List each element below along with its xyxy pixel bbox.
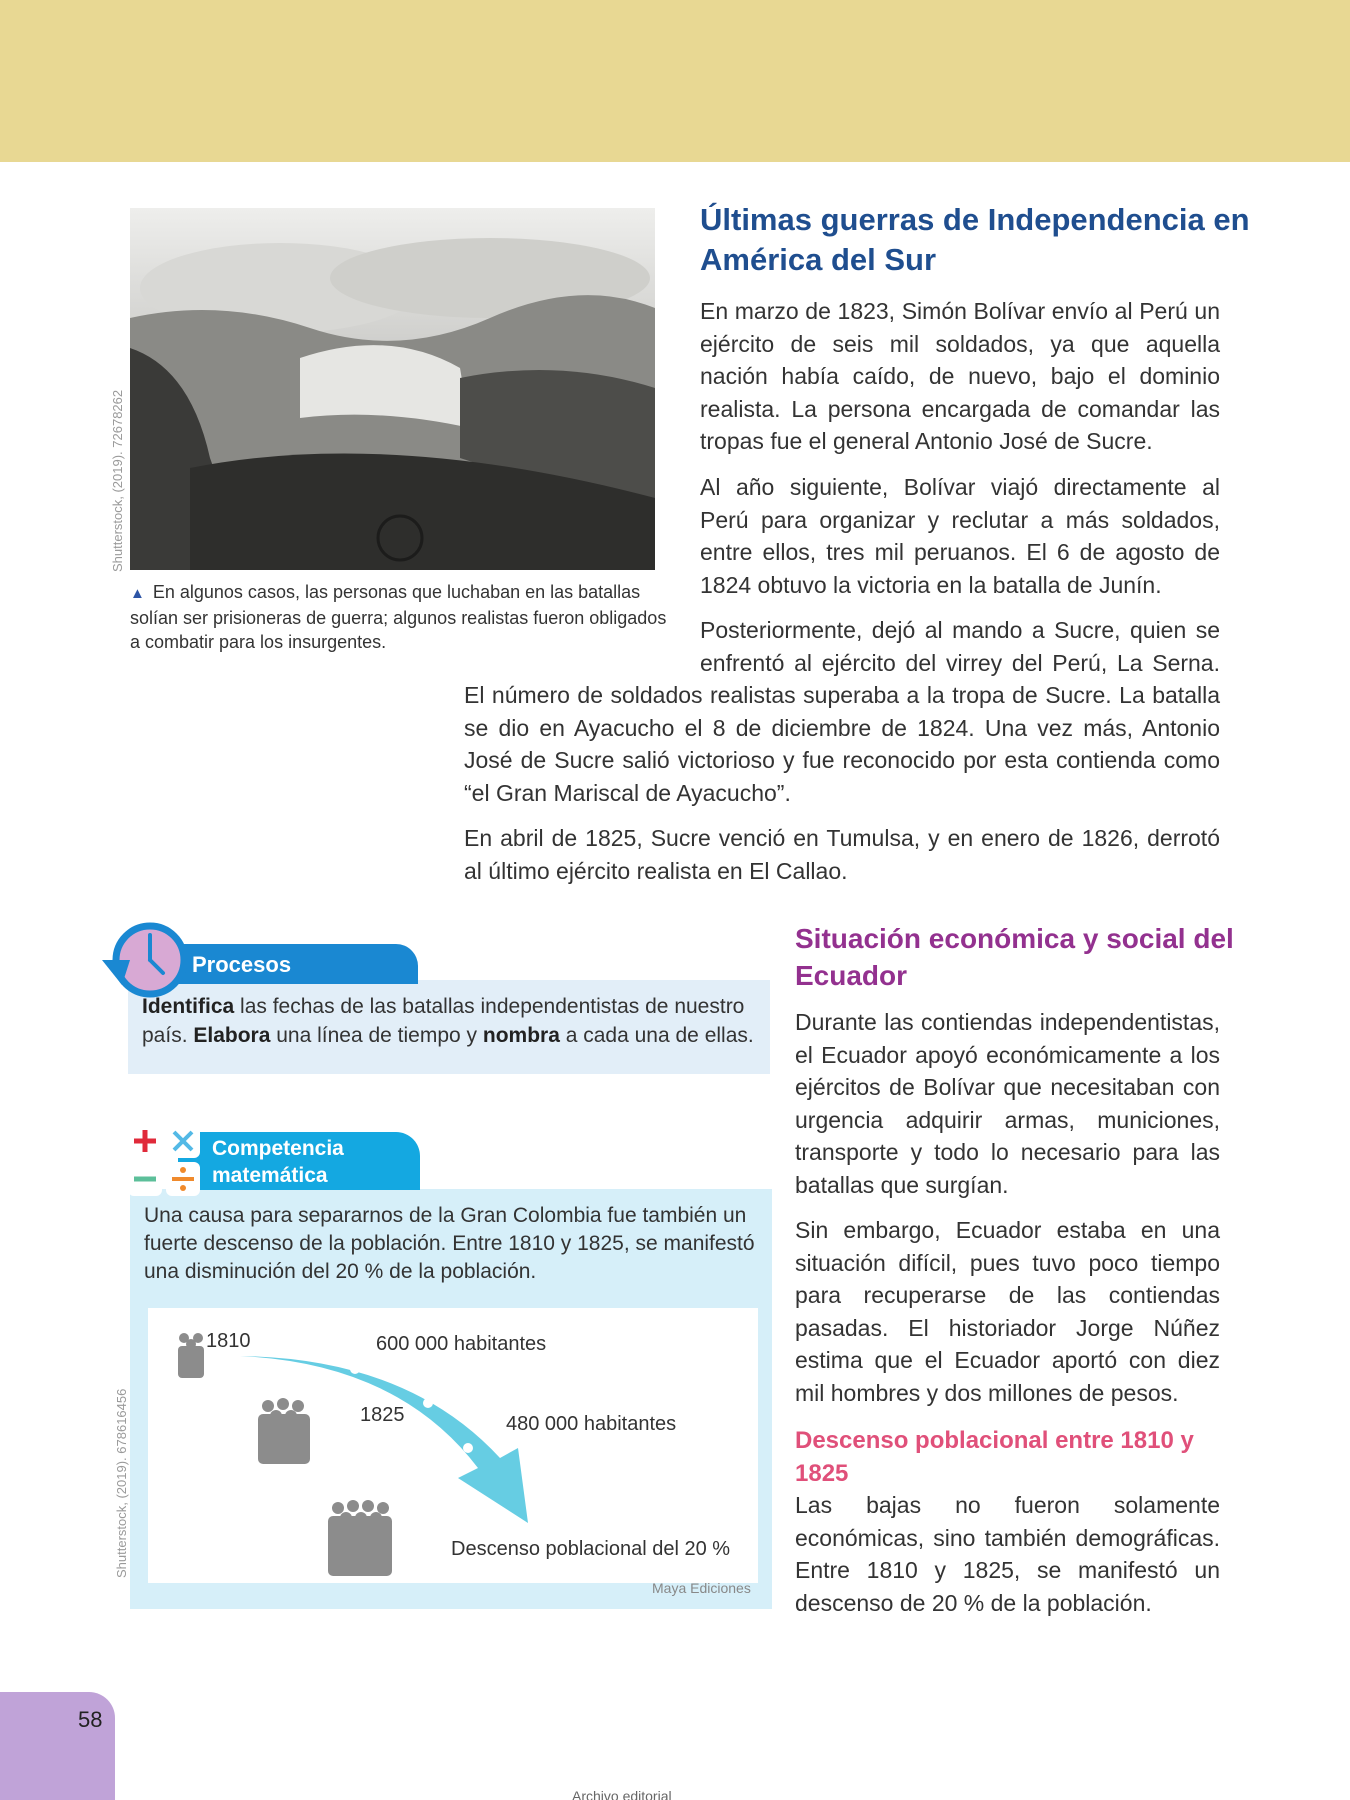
people-group-1825-icon: [258, 1398, 310, 1464]
top-color-band: [0, 0, 1350, 162]
procesos-text-part: las fechas de las batallas independentistas de nuestro país.: [142, 995, 745, 1047]
competencia-title-line1: Competencia: [212, 1137, 344, 1160]
math-operations-icon: [126, 1122, 202, 1198]
population-diagram: [148, 1308, 758, 1583]
paragraph: El número de soldados realistas superaba a la tropa de Sucre. La batalla se dio en Ayacucho el 8 de diciembre de 1824. Una vez más, Antonio José de Sucre salió victorioso y fue reconocido por esta contienda como “el Gran Mariscal de Ayacucho”.: [464, 682, 1220, 806]
caption-text: En algunos casos, las personas que luchaban en las batallas solían ser prisioneras de guerra; algunos realistas fueron obligados a combatir para los insurgentes.: [130, 582, 667, 652]
paragraph: En marzo de 1823, Simón Bolívar envío al Perú un ejército de seis mil soldados, ya que aquella nación había caído, de nuevo, bajo el dominio realista. La persona encargada de comandar las tropas fue el general Antonio José de Sucre.: [700, 298, 1220, 454]
section-title-ultimas-guerras: Últimas guerras de Independencia en América del Sur: [700, 202, 1250, 277]
procesos-keyword: Identifica: [142, 995, 235, 1018]
paragraph: En abril de 1825, Sucre venció en Tumulsa, y en enero de 1826, derrotó al último ejército realista en El Callao.: [464, 825, 1220, 884]
procesos-keyword: nombra: [482, 1024, 560, 1047]
procesos-keyword: Elabora: [193, 1024, 271, 1047]
paragraph: Posteriormente, dejó al mando a Sucre, quien se enfrentó al ejército del virrey del Perú, La Serna.: [700, 617, 1220, 676]
year-1825-label: 1825: [360, 1404, 405, 1426]
people-group-result-icon: [328, 1500, 392, 1576]
paragraph: Al año siguiente, Bolívar viajó directamente al Perú para organizar y reclutar a más soldados, entre ellos, tres mil peruanos. El 6 de agosto de 1824 obtuvo la victoria en la batalla de Junín.: [700, 474, 1220, 598]
image-credit: Shutterstock, (2019). 72678262: [110, 389, 125, 572]
year-1810-label: 1810: [206, 1330, 251, 1352]
diagram-side-credit: Shutterstock, (2019). 678616456: [114, 1388, 129, 1578]
archive-credit: Archivo editorial: [572, 1788, 672, 1800]
procesos-text-part: a cada una de ellas.: [559, 1024, 754, 1047]
battle-illustration: [130, 208, 655, 570]
population-1825-label: 480 000 habitantes: [506, 1413, 677, 1435]
section-title-descenso-poblacional: Descenso poblacional entre 1810 y 1825: [795, 1427, 1194, 1487]
competencia-title: [212, 1135, 344, 1189]
population-1810-label: 600 000 habitantes: [376, 1333, 547, 1355]
population-decline-label: Descenso poblacional del 20 %: [451, 1538, 731, 1560]
page-number: 58: [78, 1707, 103, 1732]
paragraph: Durante las contiendas independentistas, el Ecuador apoyó económicamente a los ejércitos de Bolívar que necesitaban con urgencia adquirir armas, municiones, transporte y todo lo necesario para las batallas que surgían.: [795, 1009, 1220, 1198]
people-group-1810-icon: [178, 1333, 204, 1378]
procesos-text: [142, 992, 762, 1050]
paragraph: Las bajas no fueron solamente económicas, sino también demográficas. Entre 1810 y 1825, se manifestó un descenso de 20 % de la población.: [795, 1492, 1220, 1616]
diagram-credit: Maya Ediciones: [652, 1580, 751, 1596]
procesos-title: Procesos: [192, 952, 292, 977]
competencia-title-line2: matemática: [212, 1164, 328, 1187]
procesos-text-part: una línea de tiempo y: [270, 1024, 483, 1047]
caption-marker-icon: ▲: [130, 585, 145, 602]
section-title-situacion-economica: Situación económica y social del Ecuador: [795, 923, 1234, 991]
competencia-text: Una causa para separarnos de la Gran Colombia fue también un fuerte descenso de la población. Entre 1810 y 1825, se manifestó una disminución del 20 % de la población.: [144, 1204, 755, 1283]
paragraph: Sin embargo, Ecuador estaba en una situación difícil, pues tuvo poco tiempo para recuperarse de las contiendas pasadas. El historiador Jorge Núñez estima que el Ecuador aportó con diez mil hombres y dos millones de pesos.: [795, 1217, 1220, 1406]
image-caption: [130, 580, 670, 654]
